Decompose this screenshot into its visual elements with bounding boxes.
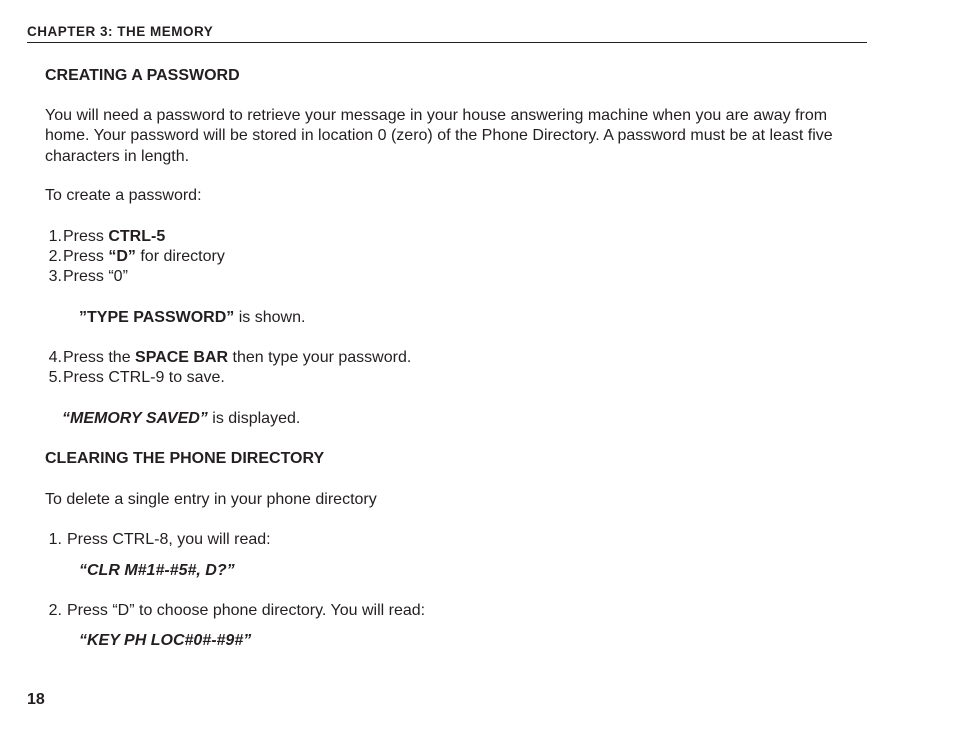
- step-text: Press: [63, 228, 109, 245]
- step-number: 5.: [48, 369, 62, 386]
- display-note-memory-saved: [62, 409, 300, 429]
- section-heading-clearing-directory: CLEARING THE PHONE DIRECTORY: [45, 450, 325, 467]
- step-item: [45, 227, 165, 247]
- display-note-type-password: [79, 308, 305, 328]
- step-key: “D”: [108, 248, 136, 265]
- step-text: Press: [63, 248, 109, 265]
- step-item: [45, 368, 225, 388]
- step-text-rest: then type your password.: [228, 349, 412, 366]
- chapter-title: CHAPTER 3: THE MEMORY: [27, 24, 214, 39]
- step-number: 2.: [48, 602, 62, 619]
- lead-text: To create a password:: [45, 187, 202, 204]
- step-number: 2.: [48, 248, 62, 265]
- step-item: [45, 601, 425, 621]
- page-number: 18: [27, 691, 45, 708]
- step-text: Press CTRL-8, you will read:: [67, 531, 271, 548]
- section-heading-creating-password: CREATING A PASSWORD: [45, 67, 240, 84]
- step-number: 1.: [48, 228, 62, 245]
- step-item: [45, 530, 271, 550]
- step-key: SPACE BAR: [135, 349, 229, 366]
- header-rule: [27, 42, 867, 43]
- step-item: [45, 247, 225, 267]
- step-number: 3.: [48, 268, 62, 285]
- step-number: 4.: [48, 349, 62, 366]
- step-text: Press the: [63, 349, 136, 366]
- step-number: 1.: [48, 531, 62, 548]
- intro-paragraph: You will need a password to retrieve your message in your house answering machine when you are away from home. Your password will be stored in location 0 (zero) of the Phone Directory. A password must be at least five characters in length.: [45, 107, 833, 165]
- step-text: Press CTRL-9 to save.: [63, 369, 225, 386]
- display-message-clr: “CLR M#1#-#5#, D?”: [79, 562, 235, 579]
- step-item: [45, 348, 411, 368]
- display-message: ”TYPE PASSWORD”: [79, 309, 235, 326]
- display-message-key-ph: “KEY PH LOC#0#-#9#”: [79, 632, 252, 649]
- step-text-rest: for directory: [135, 248, 225, 265]
- step-text: Press “D” to choose phone directory. You will read:: [67, 602, 426, 619]
- step-item: [45, 267, 128, 287]
- step-text: Press “0”: [63, 268, 128, 285]
- lead-text: To delete a single entry in your phone directory: [45, 491, 377, 508]
- step-key: CTRL-5: [108, 228, 166, 245]
- display-note-text: is shown.: [234, 309, 306, 326]
- display-message: “MEMORY SAVED”: [62, 410, 208, 427]
- display-note-text: is displayed.: [207, 410, 301, 427]
